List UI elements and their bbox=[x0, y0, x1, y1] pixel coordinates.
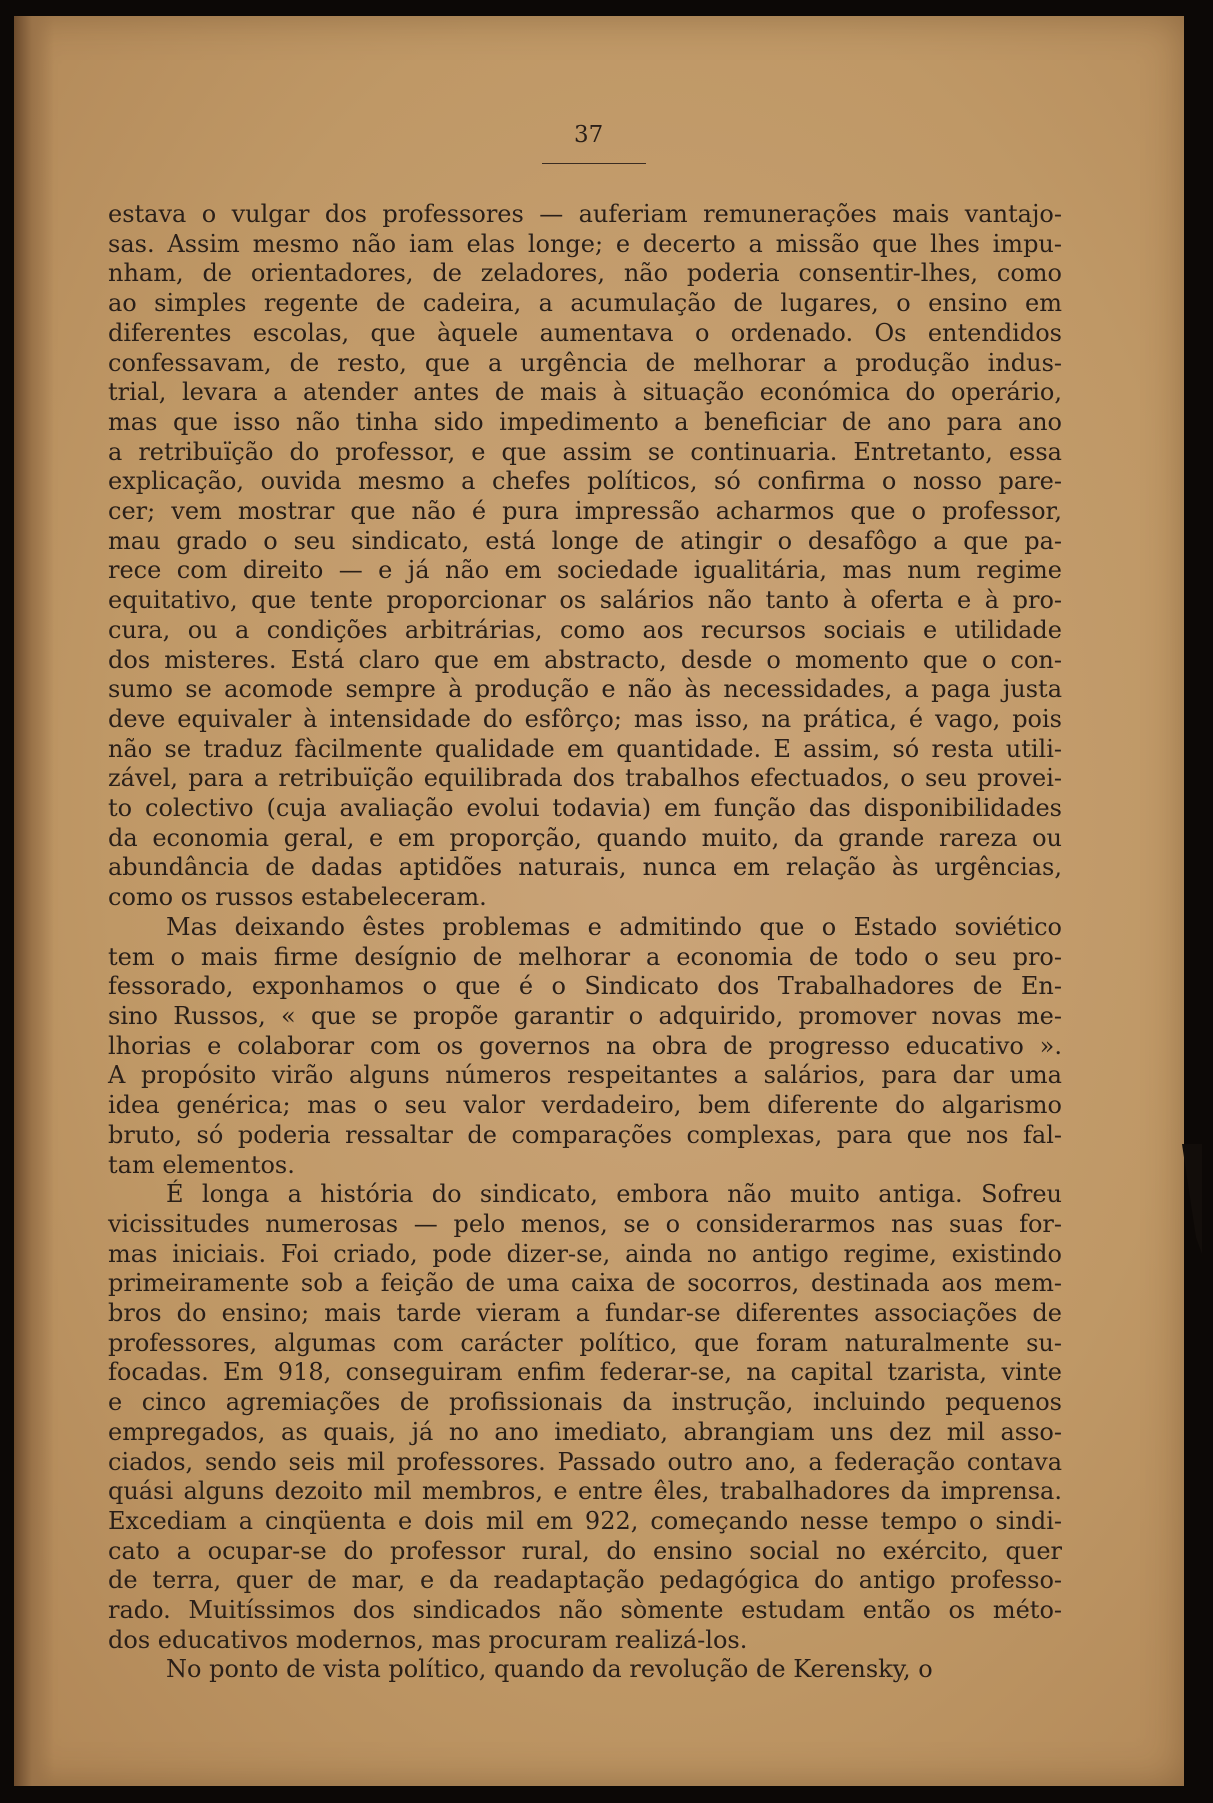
text-line: idea genérica; mas o seu valor verdadeiro, bem diferente do algarismo bbox=[108, 1091, 1062, 1120]
text-line: sas. Assim mesmo não iam elas longe; e decerto a missão que lhes impu- bbox=[108, 229, 1062, 258]
text-line: da economia geral, e em proporção, quando muito, da grande rareza ou bbox=[108, 823, 1062, 852]
page-edge-tab bbox=[1182, 1144, 1202, 1254]
text-line: estava o vulgar dos professores — auferiam remunerações mais vantajo- bbox=[108, 200, 1062, 228]
text-line: vicissitudes numerosas — pelo menos, se o considerarmos nas suas for- bbox=[108, 1209, 1062, 1238]
text-line: como os russos estabeleceram. bbox=[108, 883, 487, 912]
text-line: dos educativos modernos, mas procuram realizá-los. bbox=[108, 1625, 748, 1654]
header-rule bbox=[542, 163, 646, 164]
text-line: ao simples regente de cadeira, a acumulação de lugares, o ensino em bbox=[108, 289, 1062, 318]
text-line: tem o mais firme desígnio de melhorar a economia de todo o seu pro- bbox=[108, 942, 1062, 971]
text-line: diferentes escolas, que àquele aumentava o ordenado. Os entendidos bbox=[108, 318, 1062, 347]
body-text bbox=[108, 200, 1062, 1685]
text-line: cura, ou a condições arbitrárias, como aos recursos sociais e utilidade bbox=[108, 615, 1062, 644]
text-line: a retribuïção do professor, e que assim se continuaria. Entretanto, essa bbox=[108, 437, 1062, 466]
text-line: A propósito virão alguns números respeitantes a salários, para dar uma bbox=[108, 1061, 1062, 1090]
text-line: ciados, sendo seis mil professores. Passado outro ano, a federação contava bbox=[108, 1447, 1062, 1476]
text-line: primeiramente sob a feição de uma caixa de socorros, destinada aos mem- bbox=[108, 1269, 1062, 1298]
text-line: zável, para a retribuïção equilibrada dos trabalhos efectuados, o seu provei- bbox=[108, 764, 1062, 793]
page-gutter-shadow bbox=[14, 16, 54, 1786]
text-line: tam elementos. bbox=[108, 1150, 295, 1179]
text-line: sino Russos, « que se propõe garantir o adquirido, promover novas me- bbox=[108, 1001, 1062, 1030]
text-line: bros do ensino; mais tarde vieram a fundar-se diferentes associações de bbox=[108, 1299, 1062, 1328]
text-line: nham, de orientadores, de zeladores, não poderia consentir-lhes, como bbox=[108, 259, 1062, 288]
text-line: No ponto de vista político, quando da revolução de Kerensky, o bbox=[166, 1655, 933, 1684]
paragraph bbox=[108, 1655, 1062, 1685]
text-line: cer; vem mostrar que não é pura impressão acharmos que o professor, bbox=[108, 497, 1062, 526]
text-line: abundância de dadas aptidões naturais, nunca em relação às urgências, bbox=[108, 853, 1062, 882]
text-line: equitativo, que tente proporcionar os salários não tanto à oferta e à pro- bbox=[108, 586, 1062, 615]
text-line: de terra, quer de mar, e da readaptação pedagógica do antigo professo- bbox=[108, 1566, 1062, 1595]
text-line: quási alguns dezoito mil membros, e entre êles, trabalhadores da imprensa. bbox=[108, 1477, 1062, 1506]
text-line: confessavam, de resto, que a urgência de melhorar a produção indus- bbox=[108, 348, 1062, 377]
text-line: mas iniciais. Foi criado, pode dizer-se, ainda no antigo regime, existindo bbox=[108, 1239, 1062, 1268]
text-line: Excediam a cinqüenta e dois mil em 922, começando nesse tempo o sindi- bbox=[108, 1506, 1062, 1535]
text-line: lhorias e colaborar com os governos na obra de progresso educativo ». bbox=[108, 1031, 1062, 1060]
text-line: cato a ocupar-se do professor rural, do ensino social no exército, quer bbox=[108, 1536, 1062, 1565]
text-line: trial, levara a atender antes de mais à situação económica do operário, bbox=[108, 378, 1062, 407]
page-number: 37 bbox=[574, 122, 604, 148]
text-line: explicação, ouvida mesmo a chefes políticos, só confirma o nosso pare- bbox=[108, 467, 1062, 496]
text-line: bruto, só poderia ressaltar de comparações complexas, para que nos fal- bbox=[108, 1120, 1062, 1149]
text-line: e cinco agremiações de profissionais da instrução, incluindo pequenos bbox=[108, 1388, 1062, 1417]
text-line: rece com direito — e já não em sociedade igualitária, mas num regime bbox=[108, 556, 1062, 585]
paragraph bbox=[108, 1180, 1062, 1655]
text-line: mau grado o seu sindicato, está longe de atingir o desafôgo a que pa- bbox=[108, 526, 1062, 555]
text-line: sumo se acomode sempre à produção e não às necessidades, a paga justa bbox=[108, 675, 1062, 704]
text-line: mas que isso não tinha sido impedimento a beneficiar de ano para ano bbox=[108, 407, 1062, 436]
paragraph bbox=[108, 913, 1062, 1180]
text-line: não se traduz fàcilmente qualidade em quantidade. E assim, só resta utili- bbox=[108, 734, 1062, 763]
text-line: dos misteres. Está claro que em abstracto, desde o momento que o con- bbox=[108, 645, 1062, 674]
text-line: rado. Muitíssimos dos sindicados não sòmente estudam então os méto- bbox=[108, 1596, 1062, 1625]
text-line: fessorado, exponhamos o que é o Sindicato dos Trabalhadores de En- bbox=[108, 972, 1062, 1001]
text-line: to colectivo (cuja avaliação evolui todavia) em função das disponibilidades bbox=[108, 794, 1062, 823]
paragraph bbox=[108, 200, 1062, 913]
text-line: Mas deixando êstes problemas e admitindo que o Estado soviético bbox=[166, 912, 1062, 941]
text-line: É longa a história do sindicato, embora não muito antiga. Sofreu bbox=[166, 1180, 1062, 1209]
text-line: empregados, as quais, já no ano imediato, abrangiam uns dez mil asso- bbox=[108, 1417, 1062, 1446]
text-line: professores, algumas com carácter político, que foram naturalmente su- bbox=[108, 1328, 1062, 1357]
text-line: deve equivaler à intensidade do esfôrço; mas isso, na prática, é vago, pois bbox=[108, 704, 1062, 733]
text-line: focadas. Em 918, conseguiram enfim federar-se, na capital tzarista, vinte bbox=[108, 1358, 1062, 1387]
